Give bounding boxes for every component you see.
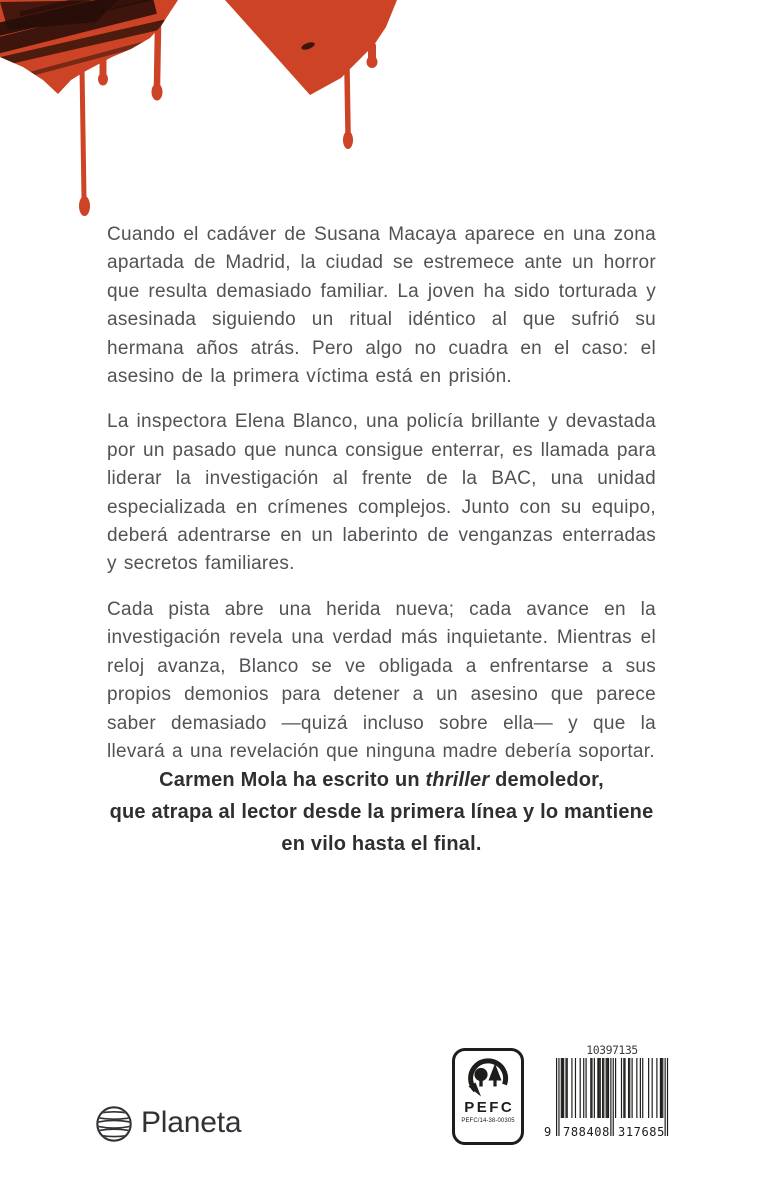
barcode-lead-digit: 9 — [544, 1125, 552, 1139]
pefc-trees-icon — [466, 1056, 510, 1098]
blurb-line1-pre: Carmen Mola ha escrito un — [159, 769, 426, 791]
blood-splatter-art — [0, 0, 763, 240]
pefc-badge — [452, 1048, 524, 1145]
synopsis-paragraph-3: Cada pista abre una herida nueva; cada avance en la investigación revela una verdad más inquietante. Mientras el reloj avanza, Blanco se ve obligada a enfrentarse a sus propios demonios para detener a un asesino que parece saber demasiado —quizá incluso sobre ella— y que la llevará a una revelación que ninguna madre debería soportar. — [107, 598, 656, 762]
publisher-logo — [94, 1104, 241, 1144]
review-blurb — [0, 764, 763, 860]
barcode-svg — [542, 1044, 692, 1141]
pefc-label: PEFC — [464, 1099, 515, 1116]
blurb-italic-word: thriller — [425, 769, 490, 791]
blurb-line3: en vilo hasta el final. — [281, 833, 482, 855]
blood-right-shape — [225, 0, 397, 149]
barcode-digit-group2: 317685 — [618, 1125, 665, 1139]
synopsis-paragraph-1: Cuando el cadáver de Susana Macaya aparece en una zona apartada de Madrid, la ciudad se estremece ante un horror que resulta demasiado familiar. La joven ha sido torturada y asesinada siguiendo un ritual idéntico al que sufrió su hermana años atrás. Pero algo no cuadra en el caso: el asesino de la primera víctima está en prisión. — [107, 224, 656, 388]
barcode-top-number: 10397135 — [586, 1044, 638, 1057]
blurb-line1-post: demoledor, — [489, 769, 604, 791]
barcode-digit-group1: 788408 — [563, 1125, 610, 1139]
pefc-cert-code: PEFC/14-38-00305 — [461, 1118, 515, 1124]
blurb-line2: que atrapa al lector desde la primera línea y lo mantiene — [109, 801, 654, 823]
barcode — [542, 1044, 692, 1146]
planeta-globe-icon — [94, 1104, 134, 1144]
publisher-name: Planeta — [141, 1106, 242, 1139]
synopsis-paragraph-2: La inspectora Elena Blanco, una policía brillante y devastada por un pasado que nunca consigue enterrar, es llamada para liderar la investigación al frente de la BAC, una unidad especializada en crímenes complejos. Junto con su equipo, deberá adentrarse en un laberinto de venganzas enterradas y secretos familiares. — [107, 411, 656, 575]
synopsis — [107, 221, 656, 783]
